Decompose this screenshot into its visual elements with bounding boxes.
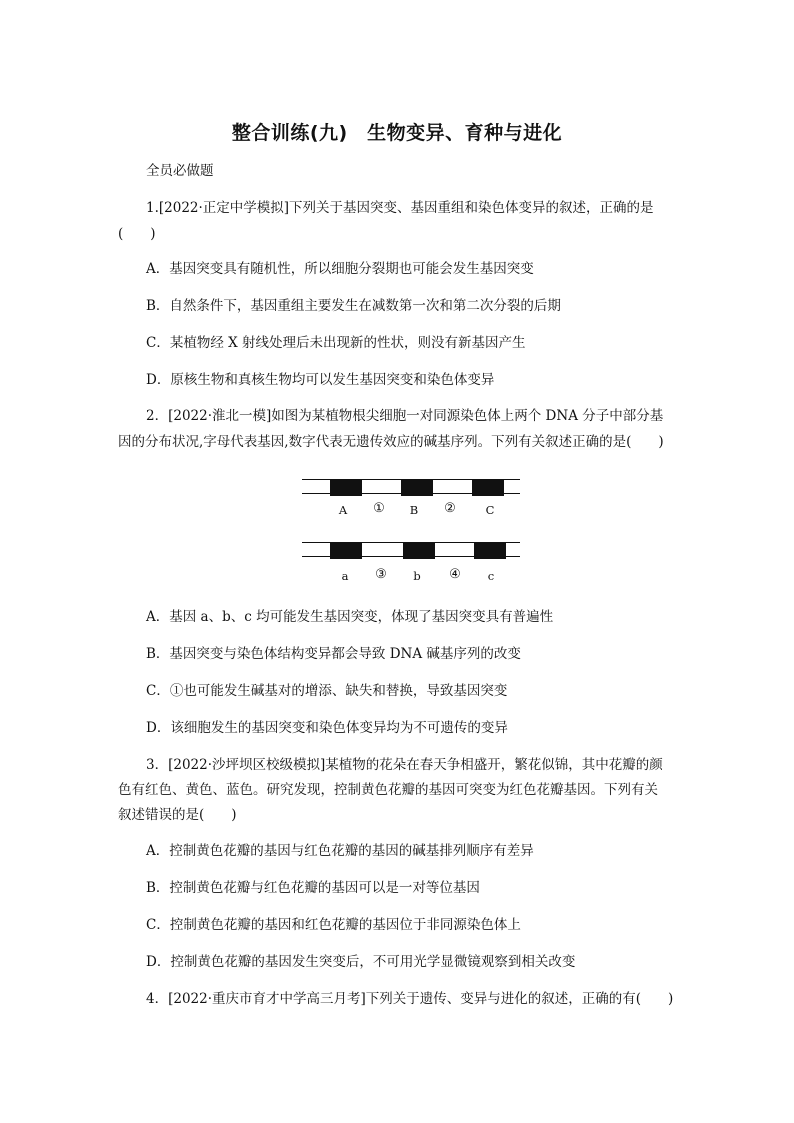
gene-label: B xyxy=(409,503,419,517)
q1-option-b: B．自然条件下，基因重组主要发生在减数第一次和第二次分裂的后期 xyxy=(146,298,561,314)
q3-stem: 3．[2022·沙坪坝区校级模拟]某植物的花朵在春天争相盛开，繁花似锦，其中花瓣的颜 xyxy=(146,757,663,773)
q3-option-a: A．控制黄色花瓣的基因与红色花瓣的基因的碱基排列顺序有差异 xyxy=(146,843,534,859)
q3-option-c: C．控制黄色花瓣的基因和红色花瓣的基因位于非同源染色体上 xyxy=(146,917,521,933)
sequence-label: ② xyxy=(444,501,456,516)
q3-option-d: D．控制黄色花瓣的基因发生突变后，不可用光学显微镜观察到相关改变 xyxy=(146,954,576,970)
q3-option-b: B．控制黄色花瓣与红色花瓣的基因可以是一对等位基因 xyxy=(146,880,480,896)
section-heading: 全员必做题 xyxy=(146,163,214,179)
q1-option-c: C．某植物经 X 射线处理后未出现新的性状，则没有新基因产生 xyxy=(146,335,526,351)
q2-option-b: B．基因突变与染色体结构变异都会导致 DNA 碱基序列的改变 xyxy=(146,646,521,662)
q2-stem-cont: 因的分布状况,字母代表基因,数字代表无遗传效应的碱基序列。下列有关叙述正确的是( ) xyxy=(118,434,664,450)
q1-option-a: A．基因突变具有随机性，所以细胞分裂期也可能会发生基因突变 xyxy=(146,261,534,277)
q1-stem: 1.[2022·正定中学模拟]下列关于基因突变、基因重组和染色体变异的叙述，正确的是 xyxy=(146,200,654,216)
q3-stem-cont-1: 色有红色、黄色、蓝色。研究发现，控制黄色花瓣的基因可突变为红色花瓣基因。下列有关 xyxy=(118,782,658,798)
gene-block xyxy=(330,479,362,496)
q2-option-c: C．①也可能发生碱基对的增添、缺失和替换，导致基因突变 xyxy=(146,683,508,699)
sequence-label: ④ xyxy=(449,567,461,582)
gene-label: c xyxy=(487,569,495,583)
dna-segment-bottom xyxy=(302,542,520,559)
gene-block xyxy=(330,542,362,559)
dna-segment-top xyxy=(302,479,520,496)
gene-block xyxy=(401,479,433,496)
sequence-label: ① xyxy=(373,501,385,516)
sequence-label: ③ xyxy=(375,567,387,582)
gene-label: b xyxy=(413,569,421,583)
q4-stem: 4．[2022·重庆市育才中学高三月考]下列关于遗传、变异与进化的叙述，正确的有( ) xyxy=(146,991,674,1007)
gene-block xyxy=(403,542,435,559)
gene-block xyxy=(474,542,506,559)
q2-stem: 2．[2022·淮北一模]如图为某植物根尖细胞一对同源染色体上两个 DNA 分子中部分基 xyxy=(146,408,664,424)
gene-label: C xyxy=(485,503,495,517)
gene-label: a xyxy=(341,569,349,583)
gene-label: A xyxy=(338,503,348,517)
q3-stem-cont-2: 叙述错误的是( ) xyxy=(118,807,237,823)
q2-option-a: A．基因 a、b、c 均可能发生基因突变，体现了基因突变具有普遍性 xyxy=(146,609,554,625)
q1-option-d: D．原核生物和真核生物均可以发生基因突变和染色体变异 xyxy=(146,372,495,388)
q1-stem-cont: ( ) xyxy=(118,226,156,242)
page-title: 整合训练(九) 生物变异、育种与进化 xyxy=(231,122,563,144)
q2-option-d: D．该细胞发生的基因突变和染色体变异均为不可遗传的变异 xyxy=(146,720,508,736)
gene-block xyxy=(472,479,504,496)
